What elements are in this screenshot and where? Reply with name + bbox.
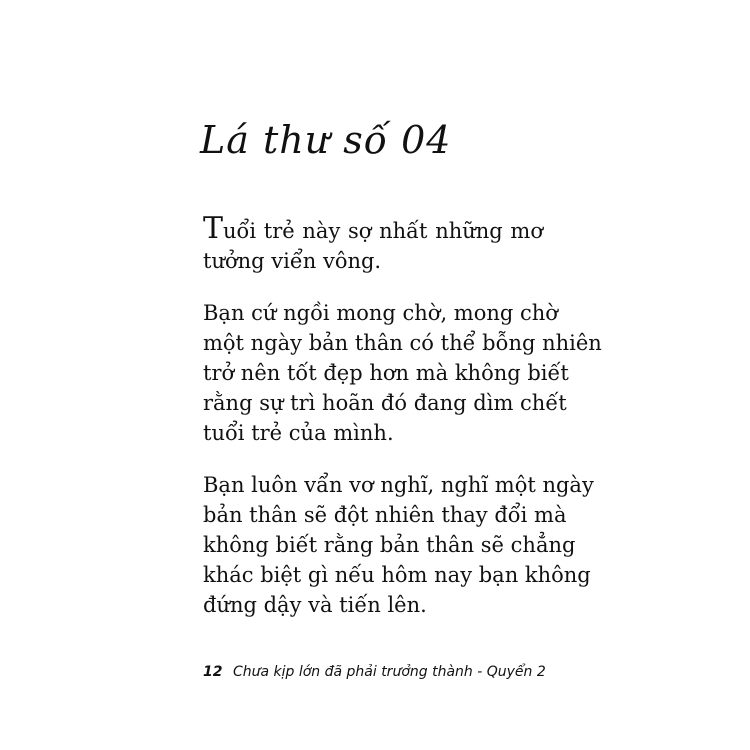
paragraph-3 xyxy=(203,470,594,620)
paragraph-1 xyxy=(203,211,543,276)
text-line: Bạn luôn vẩn vơ nghĩ, nghĩ một ngày xyxy=(203,473,594,497)
paragraph-2 xyxy=(203,298,602,448)
text-line: một ngày bản thân có thể bỗng nhiên xyxy=(203,331,602,355)
page-footer xyxy=(203,664,546,680)
drop-cap: T xyxy=(203,211,224,246)
text-line: không biết rằng bản thân sẽ chẳng xyxy=(203,533,576,557)
text-line: trở nên tốt đẹp hơn mà không biết xyxy=(203,361,569,385)
text-line: Bạn cứ ngồi mong chờ, mong chờ xyxy=(203,301,558,325)
page-title: Lá thư số 04 xyxy=(200,118,452,162)
text-line: tuổi trẻ của mình. xyxy=(203,421,394,445)
running-title: Chưa kịp lớn đã phải trưởng thành - Quyển 2 xyxy=(232,664,546,680)
text-line: bản thân sẽ đột nhiên thay đổi mà xyxy=(203,503,567,527)
text-line: tưởng viển vông. xyxy=(203,249,382,273)
text-line: khác biệt gì nếu hôm nay bạn không xyxy=(203,563,591,587)
page-number: 12 xyxy=(203,664,223,680)
text-line-rest: uổi trẻ này sợ nhất những mơ xyxy=(223,219,543,243)
letter-body xyxy=(203,211,602,642)
text-line xyxy=(203,211,543,246)
text-line: đứng dậy và tiến lên. xyxy=(203,593,427,617)
text-line: rằng sự trì hoãn đó đang dìm chết xyxy=(203,391,567,415)
